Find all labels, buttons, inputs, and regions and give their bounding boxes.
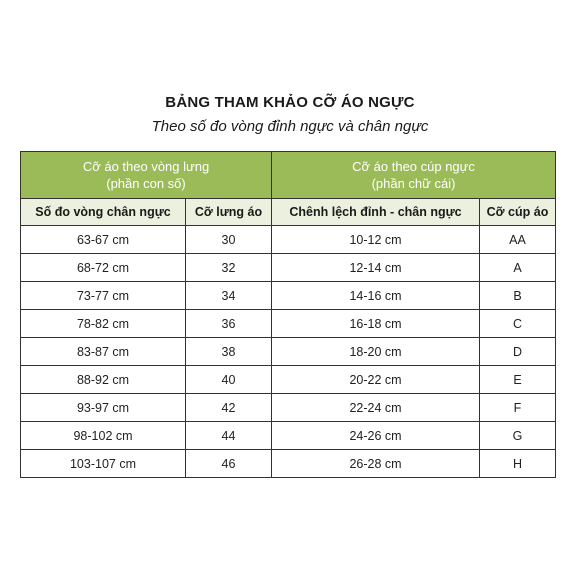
- group-header-band-size: [21, 152, 272, 199]
- cell-difference: 20-22 cm: [272, 366, 480, 394]
- cell-cup-size: C: [480, 310, 556, 338]
- table-row: [21, 366, 556, 394]
- column-header-band-size: Cỡ lưng áo: [186, 199, 272, 226]
- cell-cup-size: AA: [480, 226, 556, 254]
- cell-cup-size: F: [480, 394, 556, 422]
- cell-band-size: 44: [186, 422, 272, 450]
- group-header-row: [21, 152, 556, 199]
- cell-cup-size: D: [480, 338, 556, 366]
- table-row: [21, 422, 556, 450]
- cell-difference: 14-16 cm: [272, 282, 480, 310]
- column-header-underbust: Số đo vòng chân ngực: [21, 199, 186, 226]
- cell-cup-size: H: [480, 450, 556, 478]
- cell-cup-size: A: [480, 254, 556, 282]
- cell-band-size: 36: [186, 310, 272, 338]
- cell-difference: 18-20 cm: [272, 338, 480, 366]
- cell-band-size: 30: [186, 226, 272, 254]
- column-header-difference: Chênh lệch đỉnh - chân ngực: [272, 199, 480, 226]
- cell-underbust: 93-97 cm: [21, 394, 186, 422]
- cell-underbust: 73-77 cm: [21, 282, 186, 310]
- cell-band-size: 42: [186, 394, 272, 422]
- cell-difference: 10-12 cm: [272, 226, 480, 254]
- table-row: [21, 226, 556, 254]
- table-row: [21, 394, 556, 422]
- table-row: [21, 310, 556, 338]
- table-row: [21, 282, 556, 310]
- cell-cup-size: E: [480, 366, 556, 394]
- cell-underbust: 68-72 cm: [21, 254, 186, 282]
- cell-band-size: 46: [186, 450, 272, 478]
- group-header-label: Cỡ áo theo cúp ngực: [352, 159, 475, 174]
- table-row: [21, 254, 556, 282]
- cell-difference: 16-18 cm: [272, 310, 480, 338]
- group-header-note: (phần con số): [106, 176, 186, 191]
- cell-cup-size: G: [480, 422, 556, 450]
- column-header-row: [21, 199, 556, 226]
- cell-difference: 12-14 cm: [272, 254, 480, 282]
- cell-underbust: 83-87 cm: [21, 338, 186, 366]
- page-title: BẢNG THAM KHẢO CỠ ÁO NGỰC: [165, 94, 415, 111]
- cell-difference: 26-28 cm: [272, 450, 480, 478]
- cell-cup-size: B: [480, 282, 556, 310]
- cell-underbust: 88-92 cm: [21, 366, 186, 394]
- group-header-note: (phần chữ cái): [371, 176, 456, 191]
- cell-band-size: 38: [186, 338, 272, 366]
- cell-band-size: 40: [186, 366, 272, 394]
- group-header-cup-size: [272, 152, 556, 199]
- table-row: [21, 450, 556, 478]
- cell-difference: 22-24 cm: [272, 394, 480, 422]
- cell-underbust: 98-102 cm: [21, 422, 186, 450]
- table-row: [21, 338, 556, 366]
- cell-underbust: 103-107 cm: [21, 450, 186, 478]
- group-header-label: Cỡ áo theo vòng lưng: [82, 159, 210, 174]
- column-header-cup-size: Cỡ cúp áo: [480, 199, 556, 226]
- page-subtitle: Theo số đo vòng đỉnh ngực và chân ngực: [151, 118, 429, 135]
- cell-difference: 24-26 cm: [272, 422, 480, 450]
- cell-band-size: 34: [186, 282, 272, 310]
- bra-size-table: [20, 151, 556, 478]
- cell-underbust: 78-82 cm: [21, 310, 186, 338]
- table-body: [21, 226, 556, 478]
- cell-band-size: 32: [186, 254, 272, 282]
- cell-underbust: 63-67 cm: [21, 226, 186, 254]
